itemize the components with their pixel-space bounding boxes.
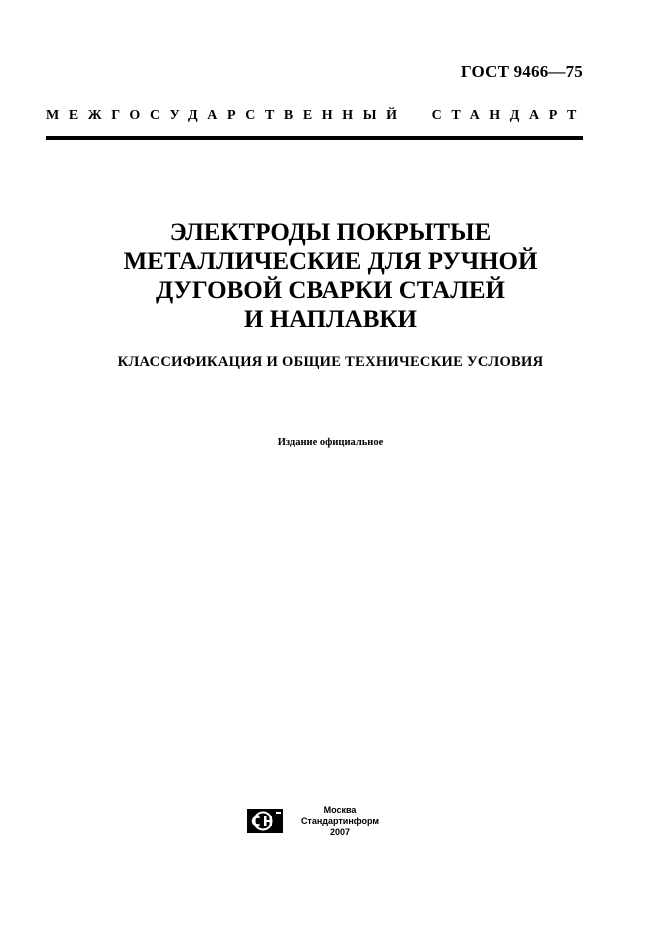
standartinform-logo-graphic [245,806,285,836]
publisher-block [294,805,386,838]
edition-label: Издание официальное [277,437,384,448]
publication-year: 2007 [329,827,351,837]
document-title [40,218,621,334]
publisher-city: Москва [323,805,357,815]
title-line: МЕТАЛЛИЧЕСКИЕ ДЛЯ РУЧНОЙ [123,248,538,275]
title-line: И НАПЛАВКИ [244,306,417,333]
standartinform-logo-icon [245,806,285,836]
document-code: ГОСТ 9466—75 [460,62,583,81]
title-line: ЭЛЕКТРОДЫ ПОКРЫТЫЕ [169,219,492,246]
document-subtitle: КЛАССИФИКАЦИЯ И ОБЩИЕ ТЕХНИЧЕСКИЕ УСЛОВИЯ [117,354,544,370]
title-line: ДУГОВОЙ СВАРКИ СТАЛЕЙ [156,277,505,304]
publisher-name: Стандартинформ [300,816,380,826]
standard-word: СТАНДАРТ [431,108,586,123]
interstate-standard-heading [46,108,586,124]
interstate-word: МЕЖГОСУДАРСТВЕННЫЙ [46,108,407,123]
header-divider [46,136,583,140]
